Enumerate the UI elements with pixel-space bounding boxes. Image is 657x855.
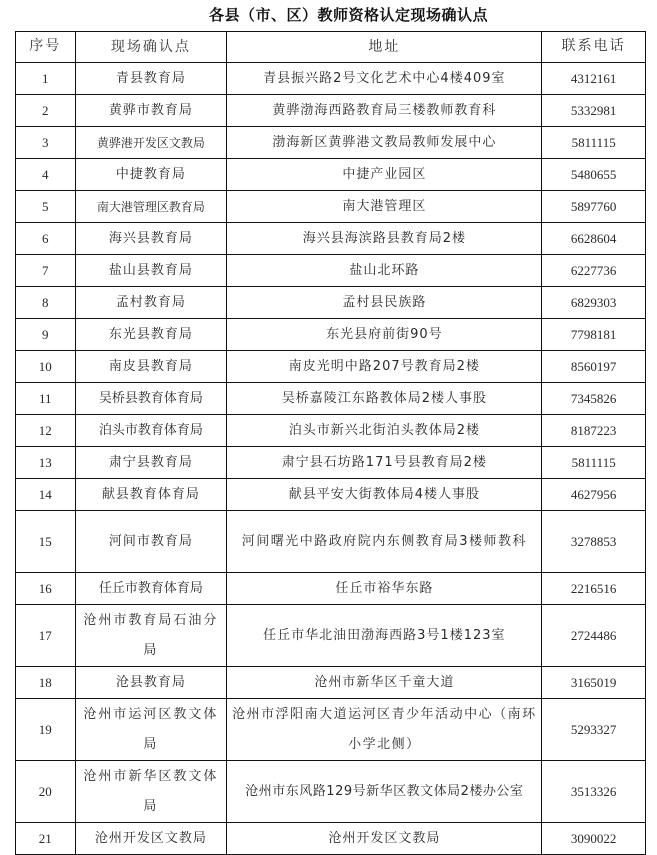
cell-index: 6: [16, 223, 76, 255]
cell-address: 沧州市新华区千童大道: [227, 667, 542, 699]
table-row: [16, 287, 646, 319]
page-title: 各县（市、区）教师资格认定现场确认点: [208, 6, 488, 24]
header-index: 序号: [16, 32, 76, 63]
header-site: 现场确认点: [75, 32, 227, 63]
cell-address: 献县平安大街教体局4楼人事股: [227, 479, 542, 511]
cell-address: 沧州市东风路129号新华区教文体局2楼办公室: [227, 761, 542, 823]
cell-site: 沧州市新华区教文体局: [75, 761, 227, 823]
cell-phone: 5811115: [542, 447, 646, 479]
cell-address: 沧州市浮阳南大道运河区青少年活动中心（南环小学北侧）: [227, 699, 542, 761]
cell-site: 孟村教育局: [75, 287, 227, 319]
table-row: [16, 605, 646, 667]
cell-phone: 6829303: [542, 287, 646, 319]
cell-address: 孟村县民族路: [227, 287, 542, 319]
table-row: [16, 511, 646, 573]
cell-address: 泊头市新兴北街泊头教体局2楼: [227, 415, 542, 447]
cell-index: 14: [16, 479, 76, 511]
cell-phone: 7798181: [542, 319, 646, 351]
table-row: [16, 667, 646, 699]
cell-phone: 4312161: [542, 63, 646, 95]
cell-site: 青县教育局: [75, 63, 227, 95]
cell-site: 东光县教育局: [75, 319, 227, 351]
table-row: [16, 255, 646, 287]
table-row: [16, 351, 646, 383]
table-header-row: [16, 32, 646, 63]
table-row: [16, 383, 646, 415]
table-row: [16, 415, 646, 447]
confirmation-sites-table: [15, 31, 646, 855]
cell-address: 任丘市华北油田渤海西路3号1楼123室: [227, 605, 542, 667]
cell-address: 河间曙光中路政府院内东侧教育局3楼师教科: [227, 511, 542, 573]
table-row: [16, 63, 646, 95]
cell-index: 9: [16, 319, 76, 351]
cell-phone: 7345826: [542, 383, 646, 415]
cell-address: 沧州开发区文教局: [227, 823, 542, 855]
cell-address: 渤海新区黄骅港文教局教师发展中心: [227, 127, 542, 159]
table-row: [16, 823, 646, 855]
cell-index: 2: [16, 95, 76, 127]
cell-phone: 3165019: [542, 667, 646, 699]
cell-phone: 6628604: [542, 223, 646, 255]
cell-site: 海兴县教育局: [75, 223, 227, 255]
table-row: [16, 479, 646, 511]
table-row: [16, 95, 646, 127]
cell-address: 黄骅渤海西路教育局三楼教师教育科: [227, 95, 542, 127]
cell-address: 任丘市裕华东路: [227, 573, 542, 605]
cell-index: 3: [16, 127, 76, 159]
table-row: [16, 159, 646, 191]
cell-site: 沧州市运河区教文体局: [75, 699, 227, 761]
table-row: [16, 319, 646, 351]
cell-index: 20: [16, 761, 76, 823]
cell-phone: 3090022: [542, 823, 646, 855]
cell-phone: 5293327: [542, 699, 646, 761]
cell-site: 黄骅港开发区文教局: [75, 127, 227, 159]
cell-index: 17: [16, 605, 76, 667]
cell-address: 海兴县海滨路县教育局2楼: [227, 223, 542, 255]
table-row: [16, 761, 646, 823]
table-row: [16, 699, 646, 761]
cell-index: 1: [16, 63, 76, 95]
cell-index: 8: [16, 287, 76, 319]
cell-phone: 2724486: [542, 605, 646, 667]
cell-address: 南皮光明中路207号教育局2楼: [227, 351, 542, 383]
header-address: 地址: [227, 32, 542, 63]
cell-address: 肃宁县石坊路171号县教育局2楼: [227, 447, 542, 479]
cell-site: 盐山县教育局: [75, 255, 227, 287]
cell-site: 任丘市教育体育局: [75, 573, 227, 605]
cell-site: 南皮县教育局: [75, 351, 227, 383]
cell-address: 青县振兴路2号文化艺术中心4楼409室: [227, 63, 542, 95]
cell-phone: 5332981: [542, 95, 646, 127]
cell-phone: 3513326: [542, 761, 646, 823]
cell-index: 18: [16, 667, 76, 699]
cell-phone: 4627956: [542, 479, 646, 511]
cell-address: 南大港管理区: [227, 191, 542, 223]
cell-site: 中捷教育局: [75, 159, 227, 191]
cell-site: 沧州开发区文教局: [75, 823, 227, 855]
cell-index: 5: [16, 191, 76, 223]
cell-site: 沧州市教育局石油分局: [75, 605, 227, 667]
table-row: [16, 573, 646, 605]
header-phone: 联系电话: [542, 32, 646, 63]
cell-site: 泊头市教育体育局: [75, 415, 227, 447]
cell-index: 11: [16, 383, 76, 415]
cell-index: 4: [16, 159, 76, 191]
cell-phone: 8560197: [542, 351, 646, 383]
table-row: [16, 127, 646, 159]
cell-site: 吴桥县教育体育局: [75, 383, 227, 415]
cell-phone: 8187223: [542, 415, 646, 447]
cell-index: 19: [16, 699, 76, 761]
cell-address: 吴桥嘉陵江东路教体局2楼人事股: [227, 383, 542, 415]
cell-index: 16: [16, 573, 76, 605]
cell-address: 东光县府前街90号: [227, 319, 542, 351]
cell-address: 盐山北环路: [227, 255, 542, 287]
cell-phone: 5811115: [542, 127, 646, 159]
cell-site: 河间市教育局: [75, 511, 227, 573]
cell-site: 黄骅市教育局: [75, 95, 227, 127]
cell-site: 沧县教育局: [75, 667, 227, 699]
cell-site: 南大港管理区教育局: [75, 191, 227, 223]
cell-site: 肃宁县教育局: [75, 447, 227, 479]
cell-phone: 6227736: [542, 255, 646, 287]
cell-index: 7: [16, 255, 76, 287]
cell-phone: 3278853: [542, 511, 646, 573]
cell-index: 21: [16, 823, 76, 855]
cell-index: 10: [16, 351, 76, 383]
cell-address: 中捷产业园区: [227, 159, 542, 191]
table-row: [16, 447, 646, 479]
table-row: [16, 191, 646, 223]
cell-index: 12: [16, 415, 76, 447]
cell-site: 献县教育体育局: [75, 479, 227, 511]
cell-index: 13: [16, 447, 76, 479]
cell-phone: 5480655: [542, 159, 646, 191]
cell-phone: 2216516: [542, 573, 646, 605]
cell-index: 15: [16, 511, 76, 573]
table-row: [16, 223, 646, 255]
cell-phone: 5897760: [542, 191, 646, 223]
